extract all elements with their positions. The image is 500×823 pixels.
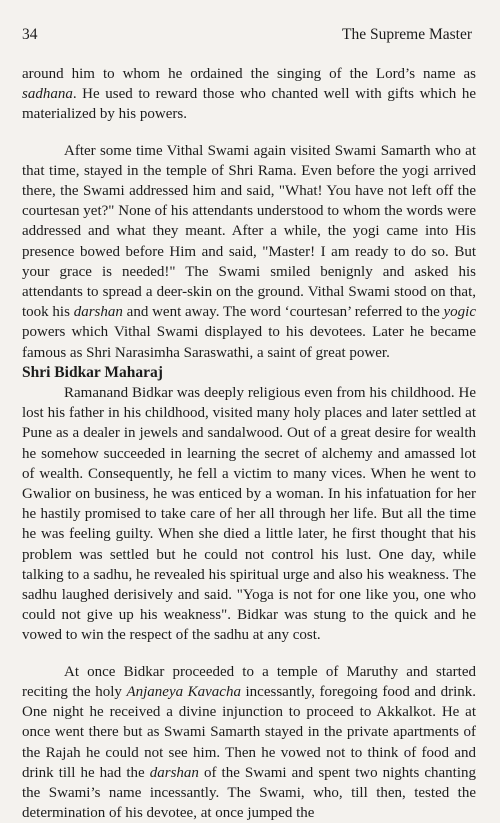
running-title: The Supreme Master xyxy=(342,26,472,43)
paragraph-4: At once Bidkar proceeded to a temple of Maruthy and started reciting the holy Anjaneya Kavacha incessantly, foregoing food and drink. One night he received a divine injunction to proceed to Akkalkot. He at once went there but as Swami Samarth stayed in the private apartments of the Rajah he could not see him. Then he vowed not to think of food and drink till he had the darshan of the Swami and spent two nights chanting the Swami’s name incessantly. The Swami, who, till then, tested the determination of his devotee, at once jumped the xyxy=(22,663,477,822)
page-number: 34 xyxy=(22,26,38,43)
page-body xyxy=(22,64,476,823)
section-heading: Shri Bidkar Maharaj xyxy=(22,363,163,381)
page-header xyxy=(22,26,472,44)
paragraph-1: around him to whom he ordained the singing of the Lord’s name as sadhana. He used to reward those who chanted well with gifts which he materialized by his powers. xyxy=(22,66,476,123)
paragraph-3: Ramanand Bidkar was deeply religious even from his childhood. He lost his father in his childhood, visited many holy places and later settled at Pune as a dealer in jewels and sandalwood. Out of a great desire for wealth he somehow succeeded in learning the secret of alchemy and amassed lot of wealth. Consequently, he fell a victim to many vices. When he went to Gwalior on business, he was enticed by a woman. In his infatuation for her he hastily promised to take care of her all through her life. But all the time he was feeling guilty. When she died a little later, he first thought that his problem was settled but he could not control his lust. One day, while talking to a sadhu, he revealed his spiritual urge and also his weakness. The sadhu laughed derisively and said. "Yoga is not for one like you, one who could not give up his weakness". Bidkar was stung to the quick and he vowed to win the respect of the sadhu at any cost. xyxy=(22,385,476,644)
paragraph-2: After some time Vithal Swami again visited Swami Samarth who at that time, stayed in the temple of Shri Rama. Even before the yogi arrived there, the Swami addressed him and said, "What! You have not left off the courtesan yet?" None of his attendants understood to whom the words were addressed and what they meant. After a while, the yogi came into His presence bowed before Him and said, "Master! I am ready to do so. But your grace is needed!" The Swami smiled benignly and asked his attendants to spread a deer-skin on the ground. Vithal Swami stood on that, took his darshan and went away. The word ‘courtesan’ referred to the yogic powers which Vithal Swami displayed to his devotees. Later he became famous as Shri Narasimha Saraswathi, a saint of great power. xyxy=(22,142,476,361)
